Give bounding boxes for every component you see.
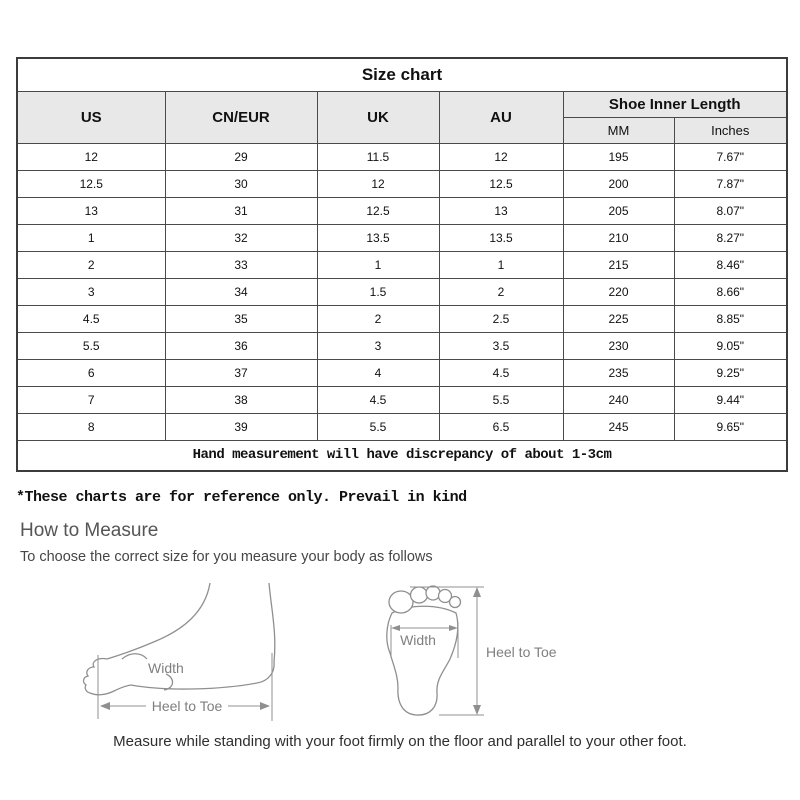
table-cell: 4 bbox=[317, 359, 439, 386]
side-view-width-label: Width bbox=[148, 660, 184, 676]
table-cell: 3 bbox=[317, 332, 439, 359]
table-cell: 3.5 bbox=[439, 332, 563, 359]
table-row bbox=[17, 251, 787, 278]
table-cell: 215 bbox=[563, 251, 674, 278]
table-cell: 12 bbox=[317, 170, 439, 197]
column-header-shoe-inner-length: Shoe Inner Length bbox=[563, 91, 787, 117]
table-cell: 39 bbox=[165, 413, 317, 440]
size-chart-title: Size chart bbox=[17, 58, 787, 91]
top-view-heel-to-toe-label: Heel to Toe bbox=[486, 644, 557, 660]
measurement-diagram bbox=[60, 575, 580, 740]
side-view-heel-to-toe-label: Heel to Toe bbox=[151, 698, 223, 714]
column-header-uk: UK bbox=[317, 91, 439, 143]
table-row bbox=[17, 224, 787, 251]
top-view-foot-diagram bbox=[387, 586, 557, 715]
table-cell: 5.5 bbox=[317, 413, 439, 440]
column-header-inches: Inches bbox=[674, 117, 787, 143]
reference-note: *These charts are for reference only. Prevail in kind bbox=[16, 489, 467, 506]
table-cell: 13.5 bbox=[317, 224, 439, 251]
table-cell: 1 bbox=[439, 251, 563, 278]
table-cell: 13.5 bbox=[439, 224, 563, 251]
table-cell: 240 bbox=[563, 386, 674, 413]
table-row bbox=[17, 332, 787, 359]
table-row bbox=[17, 197, 787, 224]
table-cell: 1 bbox=[17, 224, 165, 251]
table-cell: 12 bbox=[17, 143, 165, 170]
table-cell: 33 bbox=[165, 251, 317, 278]
table-cell: 8.07" bbox=[674, 197, 787, 224]
table-cell: 30 bbox=[165, 170, 317, 197]
size-chart-table bbox=[16, 57, 788, 472]
table-cell: 8.85" bbox=[674, 305, 787, 332]
table-cell: 5.5 bbox=[439, 386, 563, 413]
table-cell: 245 bbox=[563, 413, 674, 440]
table-cell: 7 bbox=[17, 386, 165, 413]
table-title-row bbox=[17, 58, 787, 91]
table-cell: 1 bbox=[317, 251, 439, 278]
table-cell: 11.5 bbox=[317, 143, 439, 170]
table-cell: 37 bbox=[165, 359, 317, 386]
table-row bbox=[17, 413, 787, 440]
table-cell: 34 bbox=[165, 278, 317, 305]
table-cell: 32 bbox=[165, 224, 317, 251]
table-cell: 205 bbox=[563, 197, 674, 224]
table-cell: 230 bbox=[563, 332, 674, 359]
table-cell: 8.66" bbox=[674, 278, 787, 305]
table-cell: 13 bbox=[439, 197, 563, 224]
table-cell: 4.5 bbox=[439, 359, 563, 386]
column-header-au: AU bbox=[439, 91, 563, 143]
how-to-measure-subtitle: To choose the correct size for you measure your body as follows bbox=[20, 549, 433, 565]
table-cell: 220 bbox=[563, 278, 674, 305]
table-cell: 12.5 bbox=[17, 170, 165, 197]
column-header-us: US bbox=[17, 91, 165, 143]
table-cell: 29 bbox=[165, 143, 317, 170]
table-cell: 4.5 bbox=[317, 386, 439, 413]
table-cell: 7.87" bbox=[674, 170, 787, 197]
table-cell: 2 bbox=[439, 278, 563, 305]
table-cell: 1.5 bbox=[317, 278, 439, 305]
table-row bbox=[17, 278, 787, 305]
measurement-discrepancy-note: Hand measurement will have discrepancy of about 1-3cm bbox=[17, 440, 787, 471]
table-cell: 36 bbox=[165, 332, 317, 359]
table-cell: 6 bbox=[17, 359, 165, 386]
top-view-width-label: Width bbox=[400, 632, 436, 648]
table-cell: 31 bbox=[165, 197, 317, 224]
table-cell: 13 bbox=[17, 197, 165, 224]
table-footer-row bbox=[17, 440, 787, 471]
table-cell: 9.65" bbox=[674, 413, 787, 440]
table-row bbox=[17, 305, 787, 332]
table-cell: 35 bbox=[165, 305, 317, 332]
table-cell: 5.5 bbox=[17, 332, 165, 359]
table-cell: 12 bbox=[439, 143, 563, 170]
table-row bbox=[17, 386, 787, 413]
table-cell: 9.05" bbox=[674, 332, 787, 359]
table-row bbox=[17, 170, 787, 197]
table-cell: 8.46" bbox=[674, 251, 787, 278]
how-to-measure-heading: How to Measure bbox=[20, 520, 159, 541]
column-header-mm: MM bbox=[563, 117, 674, 143]
table-cell: 4.5 bbox=[17, 305, 165, 332]
table-row bbox=[17, 143, 787, 170]
table-cell: 12.5 bbox=[439, 170, 563, 197]
table-cell: 195 bbox=[563, 143, 674, 170]
table-cell: 3 bbox=[17, 278, 165, 305]
side-view-foot-diagram bbox=[84, 583, 275, 721]
table-cell: 235 bbox=[563, 359, 674, 386]
table-cell: 9.44" bbox=[674, 386, 787, 413]
table-cell: 8 bbox=[17, 413, 165, 440]
table-row bbox=[17, 359, 787, 386]
table-cell: 8.27" bbox=[674, 224, 787, 251]
table-cell: 2 bbox=[317, 305, 439, 332]
table-cell: 2.5 bbox=[439, 305, 563, 332]
column-header-cn-eur: CN/EUR bbox=[165, 91, 317, 143]
table-cell: 210 bbox=[563, 224, 674, 251]
table-cell: 6.5 bbox=[439, 413, 563, 440]
table-cell: 38 bbox=[165, 386, 317, 413]
table-cell: 200 bbox=[563, 170, 674, 197]
measure-instruction-text: Measure while standing with your foot firmly on the floor and parallel to your other foot. bbox=[113, 733, 687, 750]
table-cell: 12.5 bbox=[317, 197, 439, 224]
table-cell: 2 bbox=[17, 251, 165, 278]
table-header-row bbox=[17, 91, 787, 117]
table-cell: 9.25" bbox=[674, 359, 787, 386]
table-cell: 7.67" bbox=[674, 143, 787, 170]
table-cell: 225 bbox=[563, 305, 674, 332]
